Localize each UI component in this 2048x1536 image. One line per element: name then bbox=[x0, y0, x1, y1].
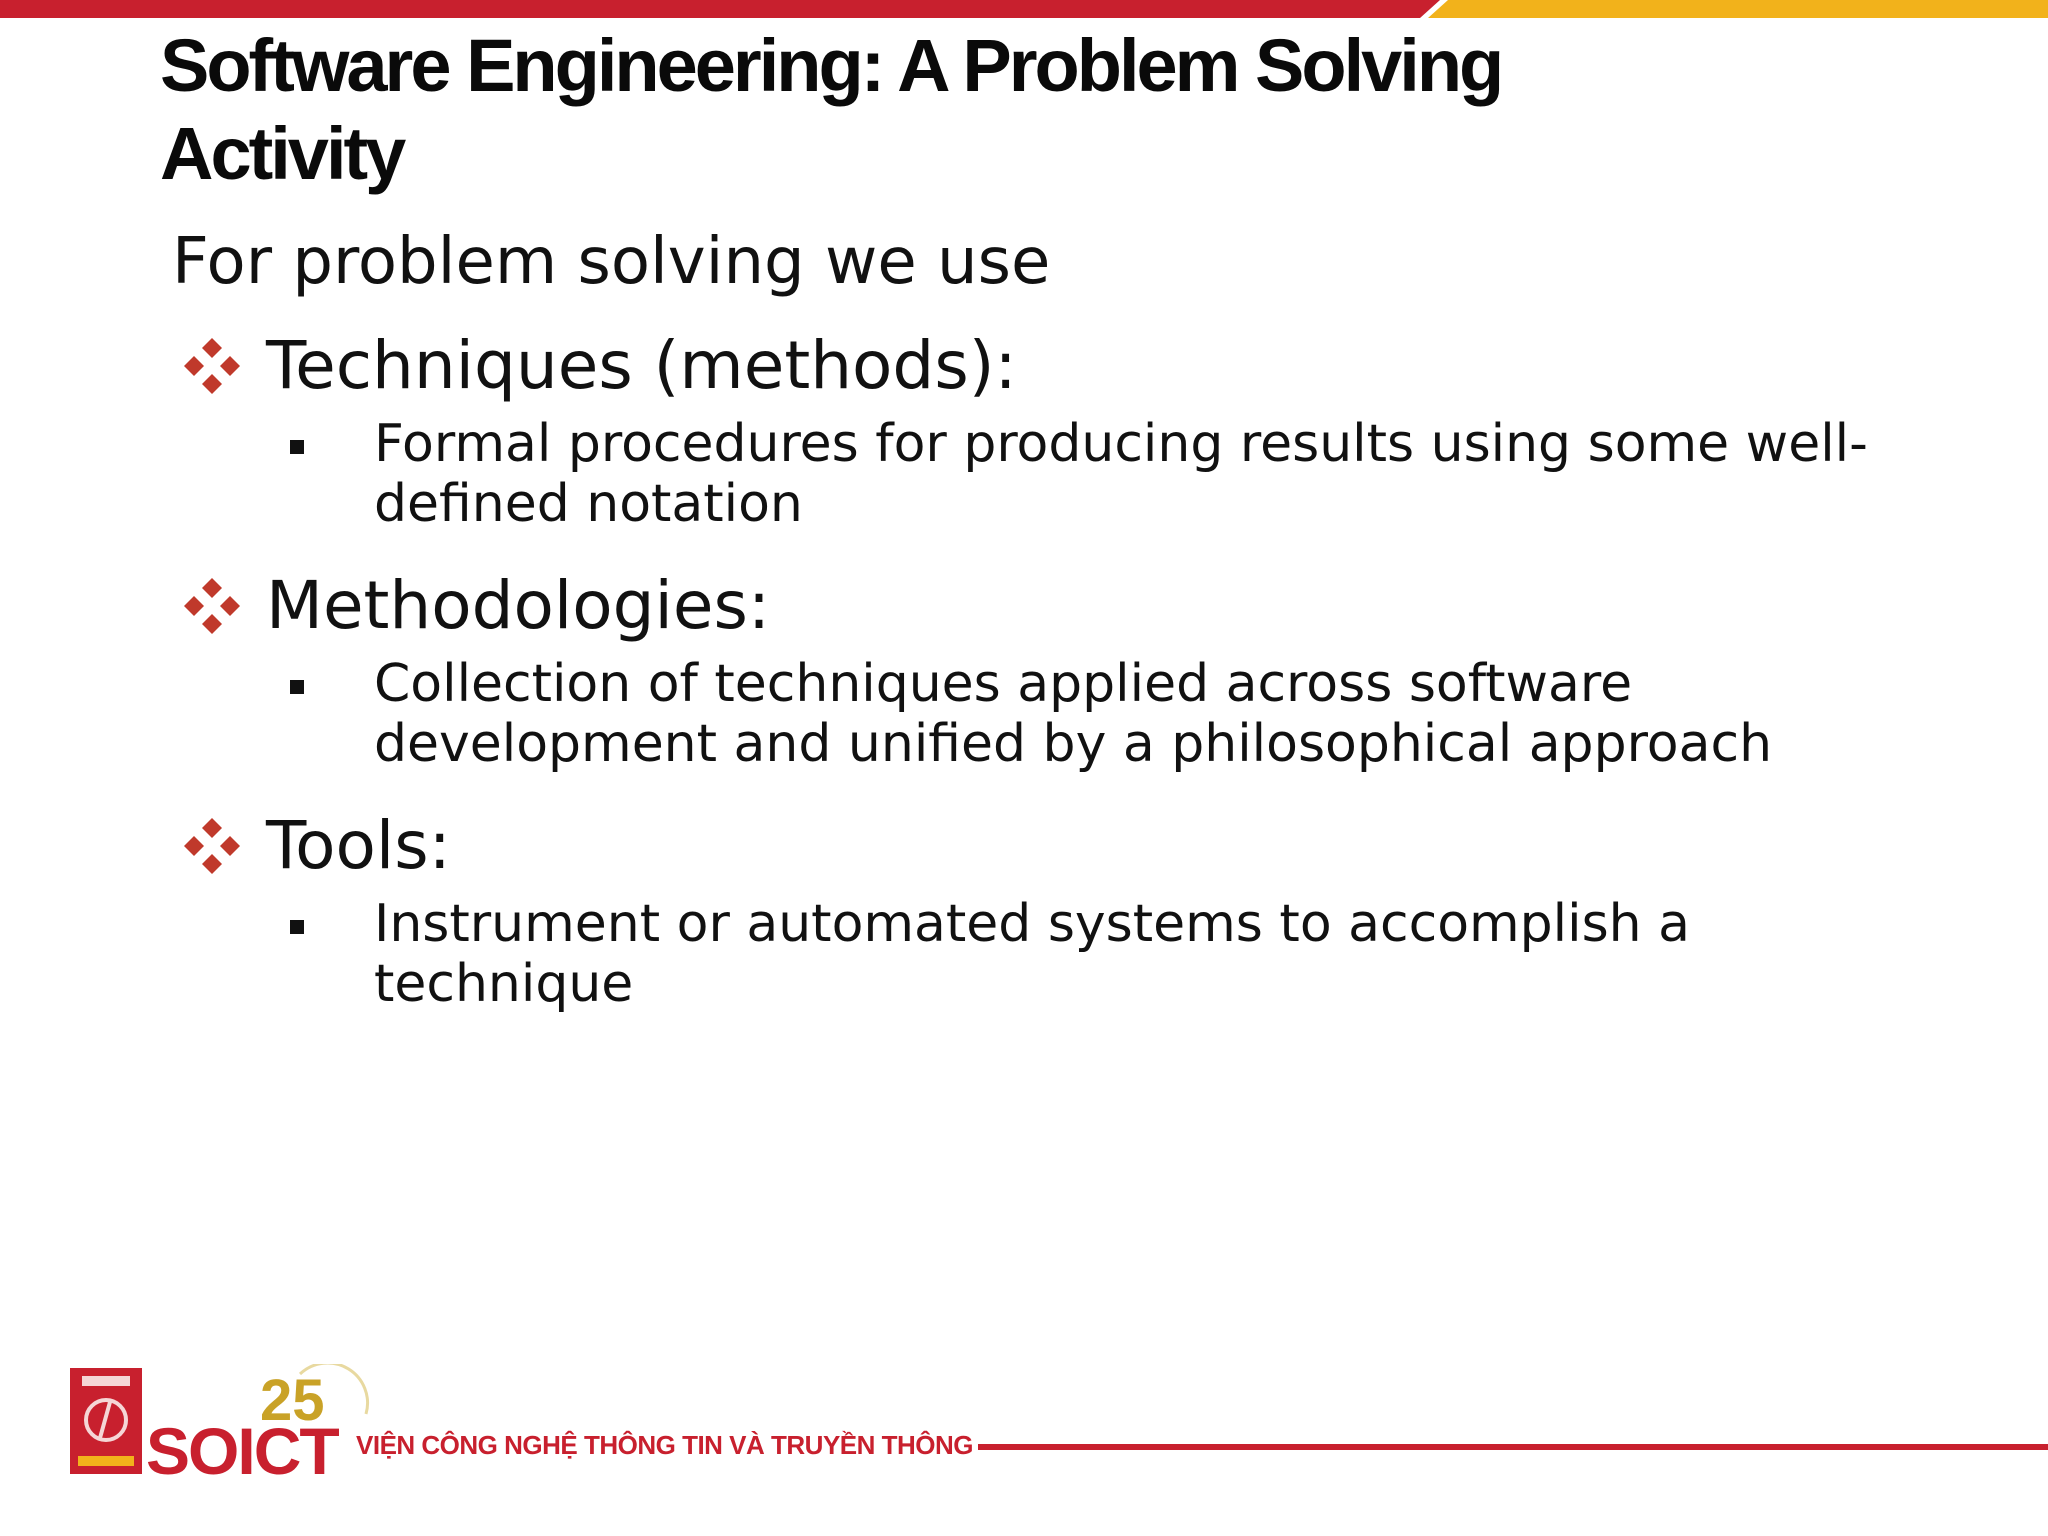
institute-name: VIỆN CÔNG NGHỆ THÔNG TIN VÀ TRUYỀN THÔNG bbox=[356, 1430, 974, 1460]
university-emblem-icon bbox=[70, 1368, 142, 1474]
item-label: Techniques (methods): bbox=[266, 327, 1017, 404]
item-tools bbox=[172, 798, 1892, 894]
square-bullet-icon bbox=[290, 680, 304, 694]
item-detail-text: Instrument or automated systems to accomplish a technique bbox=[374, 894, 1691, 1014]
item-detail-text: Collection of techniques applied across software development and unified by a philosophical approach bbox=[374, 654, 1773, 774]
item-detail bbox=[290, 414, 1892, 534]
item-detail bbox=[290, 654, 1892, 774]
item-detail-text: Formal procedures for producing results using some well-defined notation bbox=[374, 414, 1868, 534]
item-methodologies bbox=[172, 558, 1892, 654]
svg-text:25: 25 bbox=[260, 1368, 325, 1428]
item-label: Tools: bbox=[266, 807, 451, 884]
square-bullet-icon bbox=[290, 440, 304, 454]
diamond-cluster-icon bbox=[180, 814, 244, 878]
top-accent-band bbox=[0, 0, 2048, 22]
intro-text: For problem solving we use bbox=[172, 225, 1051, 299]
diamond-cluster-icon bbox=[180, 574, 244, 638]
item-detail bbox=[290, 894, 1892, 1014]
soict-logo-text: SOICT bbox=[146, 1414, 338, 1488]
footer-divider bbox=[978, 1444, 2048, 1450]
slide-title: Software Engineering: A Problem Solving Activity bbox=[160, 24, 1502, 195]
item-techniques bbox=[172, 318, 1892, 414]
diamond-cluster-icon bbox=[180, 334, 244, 398]
square-bullet-icon bbox=[290, 920, 304, 934]
slide-content bbox=[172, 218, 1892, 1038]
item-label: Methodologies: bbox=[266, 567, 771, 644]
footer-branding bbox=[70, 1364, 1990, 1488]
